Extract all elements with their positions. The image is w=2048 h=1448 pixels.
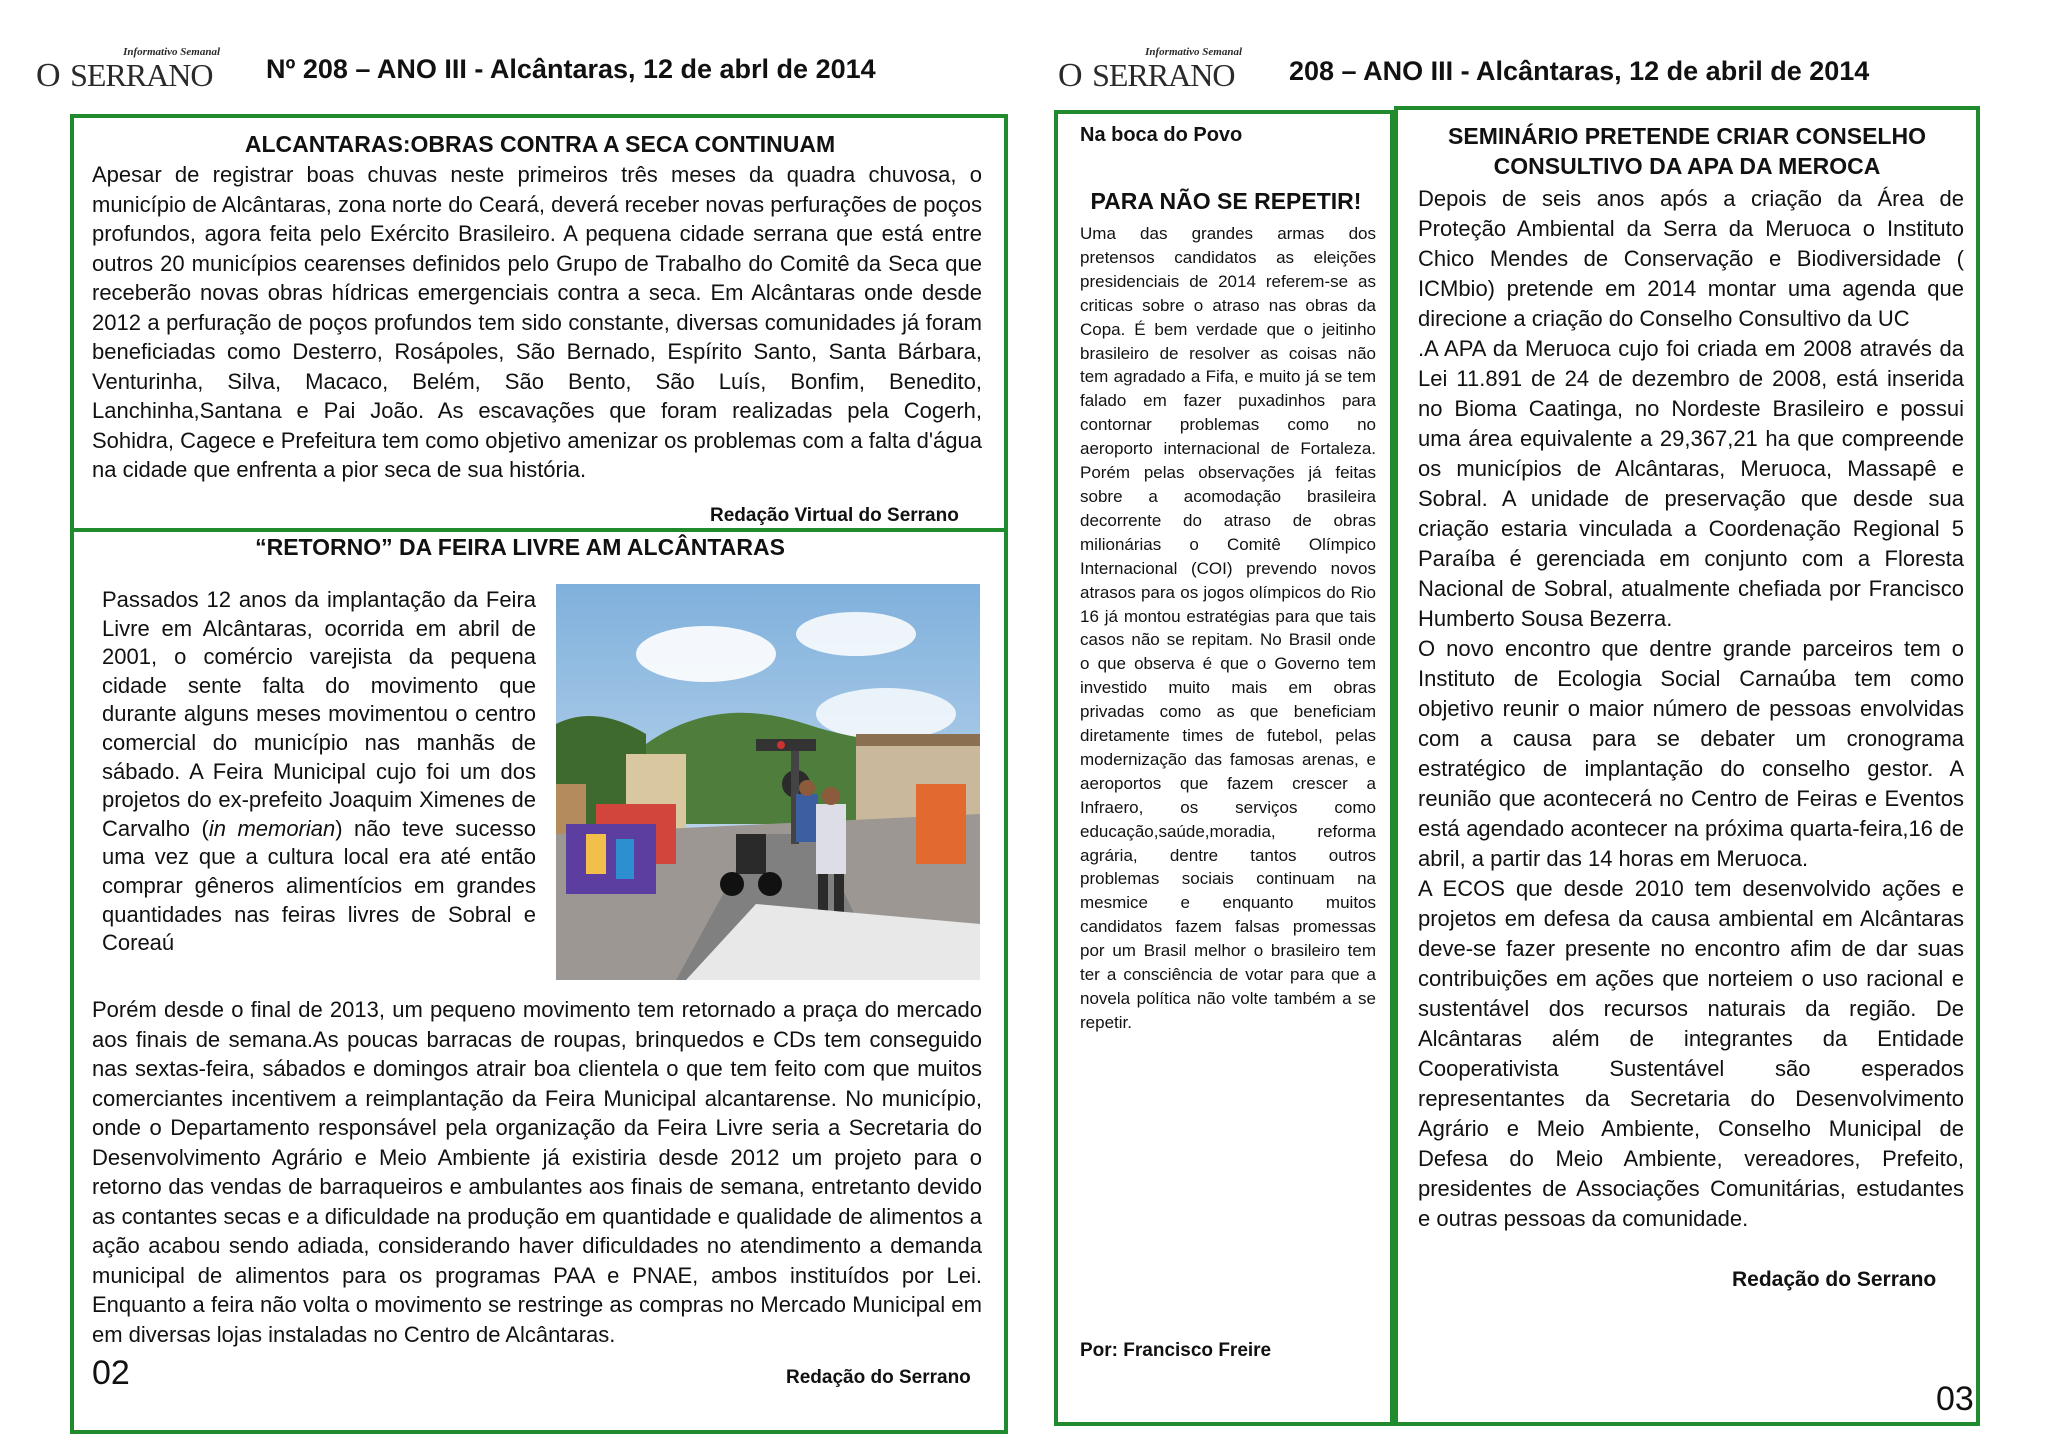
issue-line-left: Nº 208 – ANO III - Alcântaras, 12 de abrl de 2014 [266, 54, 876, 84]
page-number-right: 03 [1936, 1380, 1974, 1418]
masthead-name: O SERRANO [1058, 57, 1235, 94]
paragraph-4: A ECOS que desde 2010 tem desenvolvido ações e projetos em defesa da causa ambiental em Alcântaras deve-se fazer presente no encontro afim de dar suas contribuições em ações que norteiem o uso racional e sustentável dos recursos naturais da região. De Alcântaras além de integrantes da Entidade Cooperativista Sustentável são esperados representantes da Secretaria do Desenvolvimento Agrário e Meio Ambiente, Conselho Municipal de Defesa do Meio Ambiente, vereadores, Prefeito, presidentes de Associações Comunitárias, estudantes e outras pessoas da comunidade. [1418, 876, 1964, 1231]
issue-line-right: 208 – ANO III - Alcântaras, 12 de abril de 2014 [1289, 56, 1870, 86]
article-title-seminario [1400, 121, 1974, 181]
article-title-seca: ALCANTARAS:OBRAS CONTRA A SECA CONTINUAM [244, 131, 836, 157]
column-author: Por: Francisco Freire [1080, 1340, 1272, 1361]
column-section-label: Na boca do Povo [1080, 124, 1243, 146]
article-title-line1: SEMINÁRIO PRETENDE CRIAR CONSELHO [1448, 123, 1926, 149]
column-title: PARA NÃO SE REPETIR! [1090, 188, 1362, 214]
masthead-name: O SERRANO [36, 57, 213, 94]
paragraph-3: O novo encontro que dentre grande parceiros tem o Instituto de Ecologia Social Carnaúba tem como objetivo reunir o maior número de pessoas envolvidas com a causa para se debater um cronograma estratégico de implantação do conselho gestor. A reunião que acontecerá no Centro de Feiras e Eventos está agendado acontecer na próxima quarta-feira,16 de abril, a partir das 14 horas em Meruoca. [1418, 636, 1964, 871]
masthead-tagline: Informativo Semanal [123, 46, 220, 58]
article-body-seca: Apesar de registrar boas chuvas neste primeiros três meses da quadra chuvosa, o município de Alcântaras, zona norte do Ceará, deverá receber novas perfurações de poços profundos, agora feita pelo Exército Brasileiro. A pequena cidade serrana que está entre outros 20 municípios cearenses definidos pelo Grupo de Trabalho do Comitê da Seca que receberão novas obras hídricas emergenciais contra a seca. Em Alcântaras onde desde 2012 a perfuração de poços profundos tem sido constante, diversas comunidades já foram beneficiadas como Desterro, Rosápoles, São Bernado, Espírito Santo, Santa Bárbara, Venturinha, Silva, Macaco, Belém, São Bento, São Luís, Bonfim, Benedito, Lanchinha,Santana e Pai João. As escavações que foram realizadas pela Cogerh, Sohidra, Cagece e Prefeitura tem como objetivo amenizar os problemas com a falta d'água na cidade que enfrenta a pior seca de sua história. [92, 162, 982, 482]
article-title-line2: CONSULTIVO DA APA DA MEROCA [1493, 153, 1881, 179]
article-signature-seca: Redação Virtual do Serrano [710, 505, 959, 526]
paragraph-1: Depois de seis anos após a criação da Área de Proteção Ambiental da Serra da Meruoca o Instituto Chico Mendes de Conservação e Biodiversidade ( ICMbio) pretende em 2014 montar uma agenda que direcione a criação do Conselho Consultivo da UC [1418, 186, 1964, 331]
article-body-feira: Porém desde o final de 2013, um pequeno movimento tem retornado a praça do mercado aos finais de semana.As poucas barracas de roupas, brinquedos e CDs tem conseguido nas sextas-feira, sábados e domingos atrair boa clientela o que tem feito com que muitos comerciantes incentivem a reimplantação da Feira Municipal alcantarense. No município, onde o Departamento responsável pela organização da Feira Livre seria a Secretaria do Desenvolvimento Agrário e Meio Ambiente já existiria desde 2012 um projeto para o retorno das vendas de barraqueiros e ambulantes aos finais de semana, entretanto devido as contantes secas e a dificuldade na produção em quantidade e qualidade de alimentos a ação acabou sendo adiada, considerando haver dificuldades no atendimento a demanda municipal de alimentos para os programas PAA e PNAE, ambos instituídos por Lei. Enquanto a feira não volta o movimento se restringe as compras no Mercado Municipal em em diversas lojas instaladas no Centro de Alcântaras. [92, 997, 982, 1347]
column-body: Uma das grandes armas dos pretensos candidatos as eleições presidenciais de 2014 referem-se as criticas sobre o atraso nas obras da Copa. É bem verdade que o jeitinho brasileiro de resolver as coisas não tem agradado a Fifa, e muito já se tem falado em fazer puxadinhos para contornar problemas como no aeroporto internacional de Fortaleza. Porém pelas observações já feitas sobre a acomodação brasileira decorrente do atraso de obras milionárias o Comitê Olímpico Internacional (COI) prevendo novos atrasos para os jogos olímpicos do Rio 16 já montou estratégias para que tais casos não se repitam. No Brasil onde o que observa é que o Governo tem investido muito mais em obras privadas como as que beneficiam diretamente times de futebol, pelas modernização das famosas arenas, e aeroportos que fazem crescer a Infraero, os serviços como educação,saúde,moradia, reforma agrária, dentre tantos outros problemas sociais continuam na mesmice e enquanto muitos candidatos fazem falsas promessas por um Brasil melhor o brasileiro tem ter a consciência de votar para que a novela política não volte também a se repetir. [1080, 224, 1376, 1032]
masthead-logo-left [36, 48, 226, 100]
article-signature-seminario: Redação do Serrano [1732, 1268, 1937, 1291]
masthead-logo-right [1058, 48, 1248, 100]
street-market-illustration [556, 584, 980, 980]
masthead-tagline: Informativo Semanal [1145, 46, 1242, 58]
article-signature-feira: Redação do Serrano [786, 1367, 971, 1388]
article-title-feira: “RETORNO” DA FEIRA LIVRE AM ALCÂNTARAS [255, 534, 785, 560]
street-market-photo [556, 584, 980, 980]
article-intro-feira: Passados 12 anos da implantação da Feira Livre em Alcântaras, ocorrida em abril de 2001, o comércio varejista da pequena cidade sente falta do movimento que durante alguns meses movimentou o centro comercial do município nas manhãs de sábado. A Feira Municipal cujo foi um dos projetos do ex-prefeito Joaquim Ximenes de Carvalho (in memorian) não teve sucesso uma vez que a cultura local era até então comprar gêneros alimentícios em grandes quantidades nas feiras livres de Sobral e Coreaú [102, 587, 536, 956]
paragraph-2: .A APA da Meruoca cujo foi criada em 2008 através da Lei 11.891 de 24 de dezembro de 2008, está inserida no Bioma Caatinga, no Nordeste Brasileiro e possui uma área equivalente a 29,367,21 ha que compreende os municípios de Alcântaras, Meruoca, Massapê e Sobral. A unidade de preservação que desde sua criação estaria vinculada a Coordenação Regional 5 Paraíba é gerenciada em conjunto com a Floresta Nacional de Sobral, atualmente chefiada por Francisco Humberto Sousa Bezerra. [1418, 336, 1964, 631]
page-number-left: 02 [92, 1354, 130, 1392]
article-body-seminario [1418, 184, 1964, 1234]
